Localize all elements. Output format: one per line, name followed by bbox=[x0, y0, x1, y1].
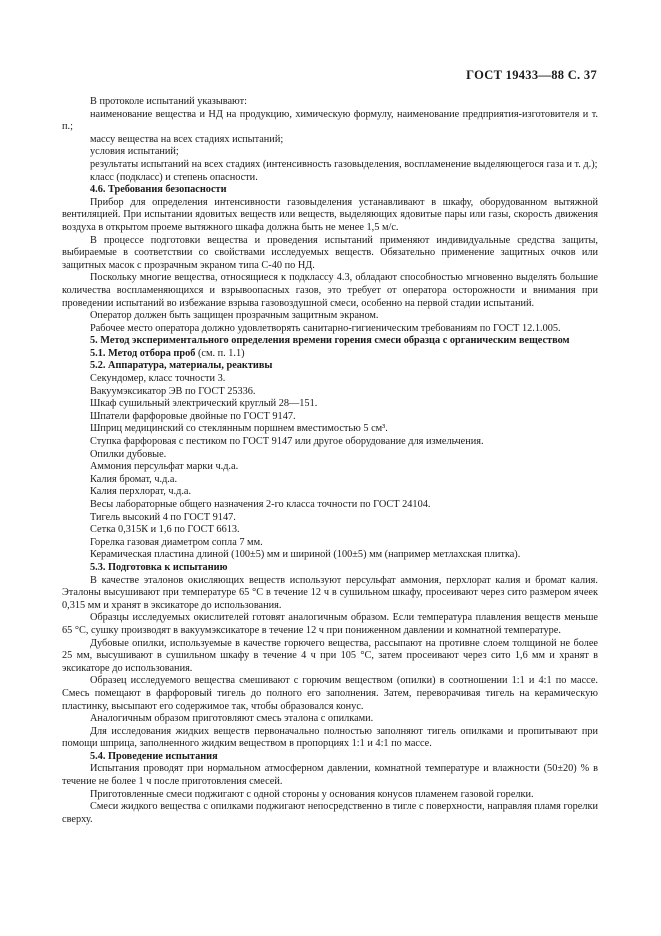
body-paragraph: Рабочее место оператора должно удовлетворять санитарно-гигиеническим требованиям по ГОСТ 12.1.005. bbox=[90, 322, 561, 334]
body-paragraph: Поскольку многие вещества, относящиеся к подклассу 4.3, обладают способностью мгновенно выделять большие количества воспламеняющихся и взрывоопасных газов, это требует от оператора осторожности и внимания при проведении испытаний во избежание взрыва газовоздушной смеси, особенно на первой стадии испытаний. bbox=[62, 272, 598, 309]
section-heading: 5.4. Проведение испытания bbox=[90, 750, 218, 762]
body-paragraph: Образцы исследуемых окислителей готовят аналогичным образом. Если температура плавления веществ меньше 65 °С, сушку производят в вакуумэксикаторе в течение 12 ч при пониженном давлении и комнатной температуре. bbox=[62, 612, 598, 636]
body-paragraph: Керамическая пластина длиной (100±5) мм и шириной (100±5) мм (например метлахская плитка). bbox=[90, 549, 521, 561]
body-paragraph: Шкаф сушильный электрический круглый 28—151. bbox=[90, 398, 318, 410]
page-header: ГОСТ 19433—88 С. 37 bbox=[466, 68, 597, 82]
body-paragraph: Оператор должен быть защищен прозрачным защитным экраном. bbox=[90, 310, 379, 322]
body-paragraph: В качестве эталонов окисляющих веществ используют персульфат аммония, перхлорат калия и бромат калия. Эталоны высушивают при температуре 65 °С в течение 12 ч в сушильном шкафу, просеивают через сито размером ячеек 0,315 мм и хранят в эксикаторе до использования. bbox=[62, 574, 598, 611]
body-paragraph: Опилки дубовые. bbox=[90, 448, 167, 460]
body-paragraph: Калия бромат, ч.д.а. bbox=[90, 473, 178, 485]
body-paragraph: Вакуумэксикатор ЭВ по ГОСТ 25336. bbox=[90, 385, 256, 397]
section-heading bbox=[62, 348, 598, 361]
section-heading: 5. Метод экспериментального определения времени горения смеси образца с органическим веществом bbox=[90, 335, 570, 347]
section-heading: 5.3. Подготовка к испытанию bbox=[90, 561, 228, 573]
body-paragraph: Шприц медицинский со стеклянным поршнем вместимостью 5 см³. bbox=[90, 423, 388, 435]
section-heading: 4.6. Требования безопасности bbox=[90, 184, 227, 196]
body-paragraph: Для исследования жидких веществ первоначально полностью заполняют тигель опилками и пропитывают при помощи шприца, заполненного жидким веществом в пропорциях 1:1 и 4:1 по массе. bbox=[62, 725, 598, 750]
body-paragraph: В процессе подготовки вещества и проведения испытаний применяют индивидуальные средства защиты, выбираемые в соответствии со свойствами исследуемых веществ. Обязательно применение защитных очков или защитных масок с прозрачным экраном типа С-40 по НД. bbox=[62, 234, 598, 271]
body-paragraph: Ступка фарфоровая с пестиком по ГОСТ 9147 или другое оборудование для измельчения. bbox=[90, 436, 484, 448]
heading-reference: (см. п. 1.1) bbox=[195, 347, 245, 359]
body-paragraph: Весы лабораторные общего назначения 2-го класса точности по ГОСТ 24104. bbox=[90, 499, 431, 510]
body-paragraph: Сетка 0,315К и 1,6 по ГОСТ 6613. bbox=[90, 524, 240, 536]
body-paragraph: условия испытаний; bbox=[90, 146, 179, 158]
body-paragraph: Прибор для определения интенсивности газовыделения устанавливают в шкафу, оборудованном вытяжной вентиляцией. При испытании ядовитых веществ или веществ, выделяющих ядовитые пары или газы, скорость движения воздуха в открытом проеме вытяжного шкафа должна быть не менее 1,5 м/с. bbox=[62, 196, 598, 233]
body-paragraph: Испытания проводят при нормальном атмосферном давлении, комнатной температуре и влажности (50±20) % в течение не более 1 ч после приготовления смесей. bbox=[62, 763, 598, 788]
document-body bbox=[62, 96, 598, 826]
body-paragraph: Тигель высокий 4 по ГОСТ 9147. bbox=[90, 511, 236, 523]
body-paragraph: Аммония персульфат марки ч.д.а. bbox=[90, 461, 239, 473]
body-paragraph: Аналогичным образом приготовляют смесь эталона с опилками. bbox=[90, 713, 374, 725]
body-paragraph: наименование вещества и НД на продукцию, химическую формулу, наименование предприятия-изготовителя и т. п.; bbox=[62, 108, 598, 133]
body-paragraph: Шпатели фарфоровые двойные по ГОСТ 9147. bbox=[90, 410, 296, 422]
body-paragraph: В протоколе испытаний указывают: bbox=[90, 96, 247, 107]
heading-title: 5.1. Метод отбора проб bbox=[90, 347, 196, 359]
body-paragraph: Образец исследуемого вещества смешивают с горючим веществом (опилки) в соотношении 1:1 и 4:1 по массе. Смесь помещают в фарфоровый тигель до полного его заполнения. Затем, переворачивая тигель на керамическую пластинку, высыпают его содержимое так, чтобы образовался конус. bbox=[62, 675, 598, 712]
body-paragraph: класс (подкласс) и степень опасности. bbox=[90, 171, 258, 183]
body-paragraph: Секундомер, класс точности 3. bbox=[90, 373, 226, 385]
body-paragraph: массу вещества на всех стадиях испытаний; bbox=[90, 133, 284, 145]
body-paragraph: Горелка газовая диаметром сопла 7 мм. bbox=[90, 536, 263, 548]
section-heading: 5.2. Аппаратура, материалы, реактивы bbox=[90, 360, 273, 372]
body-paragraph: Смеси жидкого вещества с опилками поджигают непосредственно в тигле с поверхности, направляя пламя горелки сверху. bbox=[62, 801, 598, 825]
body-paragraph: Калия перхлорат, ч.д.а. bbox=[90, 486, 192, 498]
body-paragraph: Дубовые опилки, используемые в качестве горючего вещества, рассыпают на противне слоем толщиной не более 25 мм, высушивают в сушильном шкафу в течение 4 ч при 105 °С, затем просеивают через сито 1,6 мм и хранят в эксикаторе до использования. bbox=[62, 637, 598, 674]
body-paragraph: результаты испытаний на всех стадиях (интенсивность газовыделения, воспламенение выделяющегося газа и т. д.); bbox=[90, 158, 598, 170]
body-paragraph: Приготовленные смеси поджигают с одной стороны у основания конусов пламенем газовой горелки. bbox=[90, 788, 534, 800]
